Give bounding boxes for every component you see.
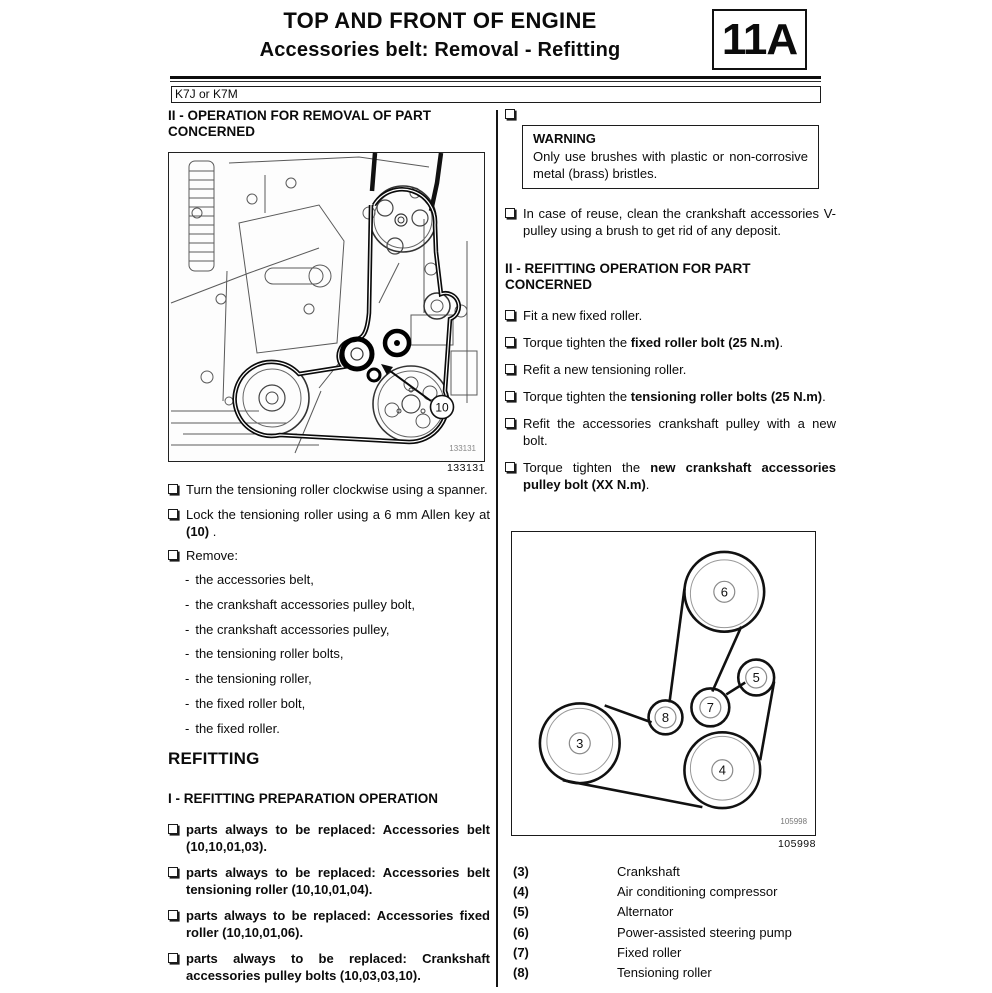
belt-figure-caption: 105998 xyxy=(777,838,816,850)
refitting-steps xyxy=(505,307,836,493)
preparation-heading: I - REFITTING PREPARATION OPERATION xyxy=(168,790,438,806)
bullet-square-icon xyxy=(505,462,515,472)
legend-ref: (6) xyxy=(513,924,529,940)
list-item: parts always to be replaced: Crankshaft accessories pulley bolts (10,03,03,10). xyxy=(168,950,490,984)
legend-ref: (3) xyxy=(513,863,529,879)
list-item: Torque tighten the tensioning roller bolts (25 N.m). xyxy=(505,388,836,405)
parts-legend xyxy=(505,861,836,983)
removal-heading: II - OPERATION FOR REMOVAL OF PART CONCERNED xyxy=(168,108,431,139)
bullet-square-icon xyxy=(168,910,178,920)
warning-box xyxy=(522,125,819,189)
legend-label: Crankshaft xyxy=(617,863,680,879)
bullet-square-icon xyxy=(168,509,178,519)
bullet-square-icon xyxy=(168,550,178,560)
right-column xyxy=(505,106,836,503)
bullet-square-icon xyxy=(505,418,515,428)
list-item: - the fixed roller bolt, xyxy=(168,695,490,712)
pulley-5-label: 5 xyxy=(752,670,760,686)
legend-label: Alternator xyxy=(617,904,674,920)
pointer-label-10: 10 xyxy=(435,400,449,415)
legend-label: Power-assisted steering pump xyxy=(617,924,792,940)
legend-label: Air conditioning compressor xyxy=(617,883,778,899)
list-item: Remove: xyxy=(168,547,490,564)
warning-text: Only use brushes with plastic or non-corrosive metal (brass) bristles. xyxy=(533,149,808,181)
page-subtitle: Accessories belt: Removal - Refitting xyxy=(259,39,621,61)
list-item: parts always to be replaced: Accessories belt (10,10,01,03). xyxy=(168,821,490,855)
list-item: parts always to be replaced: Accessories belt tensioning roller (10,10,01,04). xyxy=(168,864,490,898)
engine-illustration xyxy=(169,153,484,461)
section-code-box xyxy=(712,9,807,70)
legend-row xyxy=(513,922,836,942)
list-item: Torque tighten the fixed roller bolt (25 N.m). xyxy=(505,334,836,351)
legend-row xyxy=(513,902,836,922)
list-item: - the tensioning roller, xyxy=(168,670,490,687)
tensioning-roller xyxy=(342,339,380,381)
list-item: - the crankshaft accessories pulley bolt, xyxy=(168,596,490,613)
reuse-note: In case of reuse, clean the crankshaft accessories V-pulley using a brush to get rid of any deposit. xyxy=(505,205,836,239)
legend-ref: (7) xyxy=(513,944,529,960)
list-item: parts always to be replaced: Accessories fixed roller (10,10,01,06). xyxy=(168,907,490,941)
bullet-square-icon xyxy=(168,484,178,494)
list-item: - the fixed roller. xyxy=(168,720,490,737)
legend-row xyxy=(513,881,836,901)
refitting-title: REFITTING xyxy=(168,748,260,768)
list-item: Turn the tensioning roller clockwise using a spanner. xyxy=(168,481,490,498)
legend-ref: (5) xyxy=(513,904,529,920)
warning-title: WARNING xyxy=(533,131,596,146)
column-divider xyxy=(496,110,498,987)
belt-routing-figure xyxy=(511,531,816,836)
legend-row xyxy=(513,942,836,962)
refitting-operation-heading: II - REFITTING OPERATION FOR PART CONCERNED xyxy=(505,261,751,292)
section-code: 11A xyxy=(721,14,798,64)
fixed-roller xyxy=(385,331,409,355)
engine-figure-caption: 133131 xyxy=(446,462,485,474)
bullet-square-icon xyxy=(505,391,515,401)
list-item: Fit a new fixed roller. xyxy=(505,307,836,324)
page-title: TOP AND FRONT OF ENGINE xyxy=(283,8,597,33)
list-item: Lock the tensioning roller using a 6 mm Allen key at (10) . xyxy=(168,506,490,540)
pulley-6-label: 6 xyxy=(720,584,728,600)
legend-ref: (4) xyxy=(513,883,529,899)
bullet-square-icon xyxy=(505,109,515,119)
pulley-7-label: 7 xyxy=(706,699,714,715)
legend-label: Fixed roller xyxy=(617,944,682,960)
bullet-square-icon xyxy=(505,337,515,347)
bullet-square-icon xyxy=(168,953,178,963)
bullet-square-icon xyxy=(168,867,178,877)
legend-row xyxy=(513,962,836,982)
bullet-square-icon xyxy=(505,364,515,374)
left-column xyxy=(168,108,490,993)
belt-tangent-lines xyxy=(563,589,774,807)
list-item: Refit a new tensioning roller. xyxy=(505,361,836,378)
belt-figure-watermark: 105998 xyxy=(780,817,808,827)
engine-figure xyxy=(168,152,485,462)
pulley-8-label: 8 xyxy=(661,709,670,725)
list-item: - the crankshaft accessories pulley, xyxy=(168,621,490,638)
bullet-square-icon xyxy=(168,824,178,834)
pointer-arrow xyxy=(381,364,431,401)
list-item: - the accessories belt, xyxy=(168,571,490,588)
engine-variant-label: K7J or K7M xyxy=(175,87,238,101)
bullet-square-icon xyxy=(505,208,515,218)
bullet-square-icon xyxy=(505,310,515,320)
pulley-4-label: 4 xyxy=(718,762,726,778)
list-item: - the tensioning roller bolts, xyxy=(168,645,490,662)
removal-steps xyxy=(168,481,490,737)
pulley-3-label: 3 xyxy=(576,735,584,751)
list-item: Refit the accessories crankshaft pulley with a new bolt. xyxy=(505,415,836,449)
engine-variant-bar xyxy=(171,86,821,103)
list-item: Torque tighten the new crankshaft accessories pulley bolt (XX N.m). xyxy=(505,459,836,493)
lone-bullet xyxy=(505,106,836,119)
header-double-rule xyxy=(170,76,821,82)
belt-routing-diagram xyxy=(512,532,814,834)
legend-label: Tensioning roller xyxy=(617,965,712,981)
page-header xyxy=(170,6,710,64)
preparation-steps xyxy=(168,821,490,984)
legend-row xyxy=(513,861,836,881)
legend-ref: (8) xyxy=(513,965,529,981)
pulley-number-circles xyxy=(569,581,766,780)
engine-figure-watermark: 133131 xyxy=(449,444,476,453)
